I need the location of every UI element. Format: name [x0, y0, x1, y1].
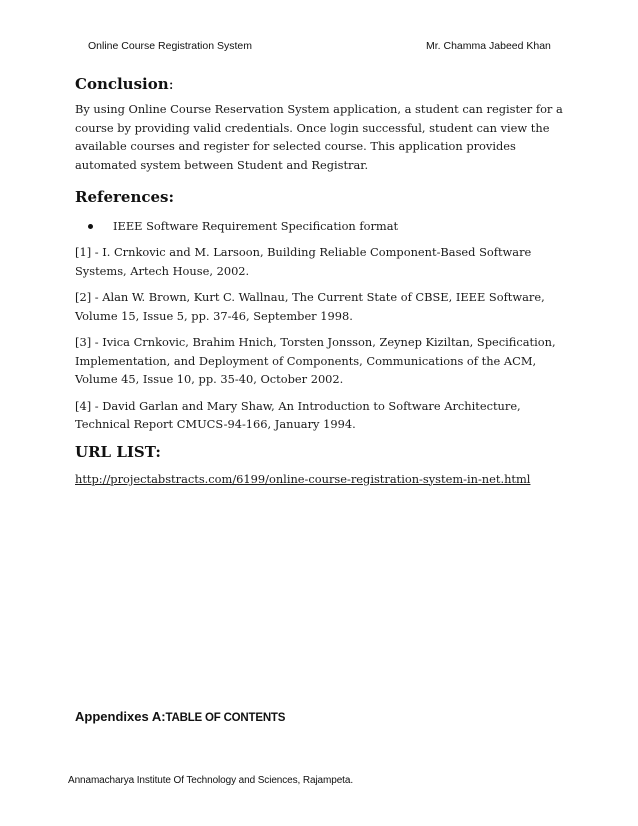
appendix-prefix: Appendixes A: — [75, 709, 166, 724]
url-list-heading: URL LIST: — [75, 442, 161, 461]
page-footer: Annamacharya Institute Of Technology and Sciences, Rajampeta. — [68, 775, 353, 786]
reference-item-1: [1] - I. Crnkovic and M. Larsoon, Building Reliable Component-Based Software Systems, Artech House, 2002. — [75, 245, 532, 278]
reference-item-3: [3] - Ivica Crnkovic, Brahim Hnich, Torsten Jonsson, Zeynep Kiziltan, Specification, Implementation, and Deployment of Components, Communications of the ACM, Volume 45, Issue 10, pp. 35-40, October 2002. — [75, 335, 556, 386]
reference-item-4: [4] - David Garlan and Mary Shaw, An Introduction to Software Architecture, Technical Report CMUCS-94-166, January 1994. — [75, 398, 521, 431]
references-bullet-text: IEEE Software Requirement Specification format — [113, 219, 399, 233]
references-heading: References: — [75, 188, 175, 206]
header-author: Mr. Chamma Jabeed Khan — [426, 40, 551, 52]
main-content — [75, 74, 565, 488]
bullet-icon — [88, 224, 93, 229]
appendix-heading — [75, 709, 285, 724]
appendix-title: TABLE OF CONTENTS — [165, 712, 286, 724]
project-url-link[interactable]: http://projectabstracts.com/6199/online-course-registration-system-in-net.html — [75, 471, 531, 486]
reference-item-2: [2] - Alan W. Brown, Kurt C. Wallnau, The Current State of CBSE, IEEE Software, Volume 15, Issue 5, pp. 37-46, September 1998. — [75, 290, 545, 323]
conclusion-body: By using Online Course Reservation System application, a student can register for a course by providing valid credentials. Once login successful, student can view the available courses and register for selected course. This application provides automated system between Student and Registrar. — [75, 102, 563, 172]
header-title: Online Course Registration System — [88, 40, 252, 52]
conclusion-heading — [75, 74, 565, 94]
references-bullet-item — [75, 217, 565, 235]
conclusion-heading-colon: : — [168, 75, 174, 93]
conclusion-heading-text: Conclusion — [75, 75, 169, 93]
